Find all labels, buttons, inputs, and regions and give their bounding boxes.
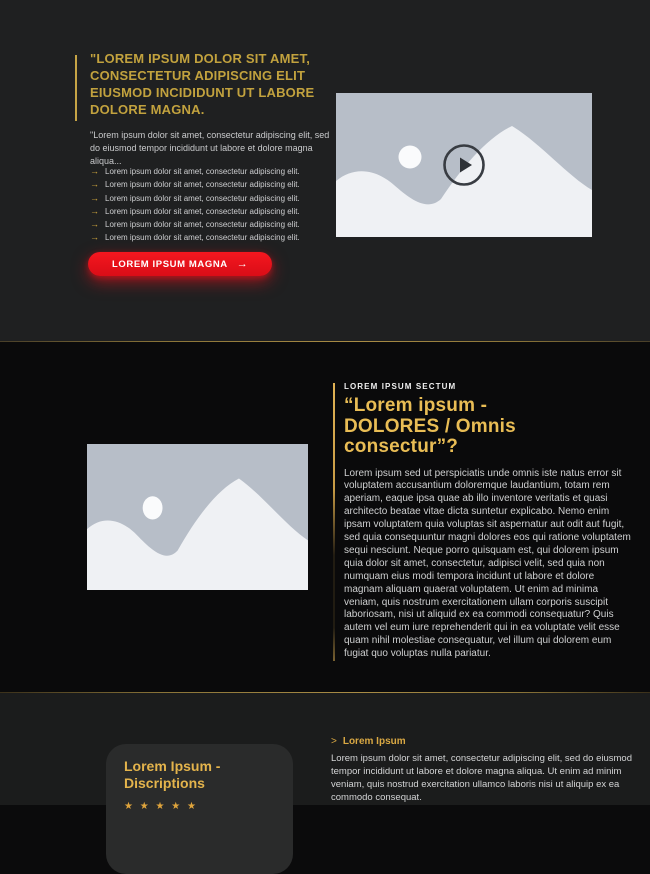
review-link-label: Lorem Ipsum bbox=[342, 736, 406, 747]
section-divider bbox=[0, 341, 650, 342]
list-item-text: Lorem ipsum dolor sit amet, consectetur adipiscing elit. bbox=[105, 233, 300, 243]
mountain-placeholder-graphic bbox=[87, 444, 308, 590]
hero-intro-text: "Lorem ipsum dolor sit amet, consectetur adipiscing elit, sed do eiusmod tempor incididunt ut labore et dolore magna aliqua... bbox=[90, 130, 330, 166]
arrow-right-icon: → bbox=[90, 192, 99, 203]
about-heading-line: DOLORES / Omnis bbox=[344, 415, 516, 437]
review-card-title-line: Lorem Ipsum - bbox=[124, 758, 221, 774]
list-item-text: Lorem ipsum dolor sit amet, consectetur adipiscing elit. bbox=[105, 220, 300, 230]
about-heading-line: consectur”? bbox=[344, 436, 459, 457]
arrow-right-icon: → bbox=[236, 258, 249, 270]
heading-accent-bar bbox=[333, 383, 335, 661]
arrow-right-icon: → bbox=[90, 219, 99, 230]
about-heading-line: “Lorem ipsum - bbox=[344, 395, 488, 416]
review-link[interactable] bbox=[331, 736, 637, 747]
hero-heading bbox=[90, 50, 314, 118]
play-icon bbox=[441, 142, 487, 188]
hero-heading-line: DOLORE MAGNA. bbox=[90, 102, 205, 117]
section-eyebrow-label: LOREM IPSUM SECTUM bbox=[344, 382, 457, 391]
cta-button-label: LOREM IPSUM MAGNA bbox=[112, 258, 228, 270]
list-item bbox=[90, 205, 342, 218]
play-button[interactable] bbox=[441, 142, 487, 188]
cta-button[interactable] bbox=[88, 252, 272, 276]
review-text-column bbox=[331, 736, 637, 804]
review-card-title bbox=[124, 758, 275, 792]
about-text-column bbox=[344, 382, 636, 661]
list-item-text: Lorem ipsum dolor sit amet, consectetur adipiscing elit. bbox=[105, 180, 300, 190]
arrow-right-icon: → bbox=[90, 232, 99, 243]
arrow-right-icon: → bbox=[90, 205, 99, 216]
hero-section bbox=[0, 0, 650, 342]
list-item bbox=[90, 165, 342, 178]
list-item-text: Lorem ipsum dolor sit amet, consectetur adipiscing elit. bbox=[105, 206, 300, 216]
about-heading bbox=[344, 396, 636, 458]
list-item bbox=[90, 231, 342, 244]
hero-heading-line: CONSECTETUR ADIPISCING ELIT bbox=[90, 68, 306, 83]
list-item-text: Lorem ipsum dolor sit amet, consectetur adipiscing elit. bbox=[105, 193, 300, 203]
list-item bbox=[90, 192, 342, 205]
chevron-right-icon: > bbox=[331, 736, 337, 747]
hero-heading-line: "LOREM IPSUM DOLOR SIT AMET, bbox=[90, 51, 311, 66]
review-body-text: Lorem ipsum dolor sit amet, consectetur adipiscing elit, sed do eiusmod tempor incididunt ut labore et dolore magna aliqua. Ut enim ad minim veniam, quis nostrud exercitation ullamco laboris nisi ut aliquip ex ea commodo consequat. bbox=[331, 753, 632, 803]
arrow-right-icon: → bbox=[90, 166, 99, 176]
star-rating: ★ ★ ★ ★ ★ bbox=[124, 801, 198, 812]
list-item bbox=[90, 178, 342, 191]
about-body-text: Lorem ipsum sed ut perspiciatis unde omnis iste natus error sit voluptatem accusantium doloremque laudantium, totam rem aperiam, eaque ipsa quae ab illo inventore veritatis et quasi architecto beatae vitae dicta suntetur explicabo. Nemo enim ipsam voluptatem quia voluptas sit aspernatur aut odit aut fugit, sed quia consequuntur magni dolores eos qui ratione voluptatem sequi nesciunt. Neque porro quisquam est, qui dolorem ipsum quia dolor sit amet, consectetur, adipisci velit, sed quia non numquam eius modi tempora incidunt ut labore et dolore magnam aliquam quaerat voluptatem. Ut enim ad minima veniam, quis nostrum exercitationem ullam corporis suscipit laboriosam, nisi ut aliquid ex ea commodi consequatur? Quis autem vel eum iure reprehenderit qui in ea voluptate velit esse quam nihil molestiae consequatur, vel illum qui dolorem eum fugiat quo voluptas nulla pariatur. bbox=[344, 467, 631, 660]
review-card bbox=[106, 744, 293, 874]
review-card-title-line: Discriptions bbox=[124, 775, 205, 791]
heading-accent-bar bbox=[75, 55, 77, 121]
list-item-text: Lorem ipsum dolor sit amet, consectetur adipiscing elit. bbox=[105, 167, 300, 176]
reviews-section bbox=[0, 693, 650, 812]
section-divider bbox=[0, 692, 650, 693]
arrow-right-icon: → bbox=[90, 179, 99, 190]
image-placeholder bbox=[87, 444, 308, 590]
about-section bbox=[0, 342, 650, 693]
hero-heading-line: EIUSMOD INCIDIDUNT UT LABORE bbox=[90, 85, 315, 100]
video-placeholder[interactable] bbox=[336, 93, 592, 237]
hero-bullet-list bbox=[90, 165, 342, 245]
list-item bbox=[90, 218, 342, 231]
